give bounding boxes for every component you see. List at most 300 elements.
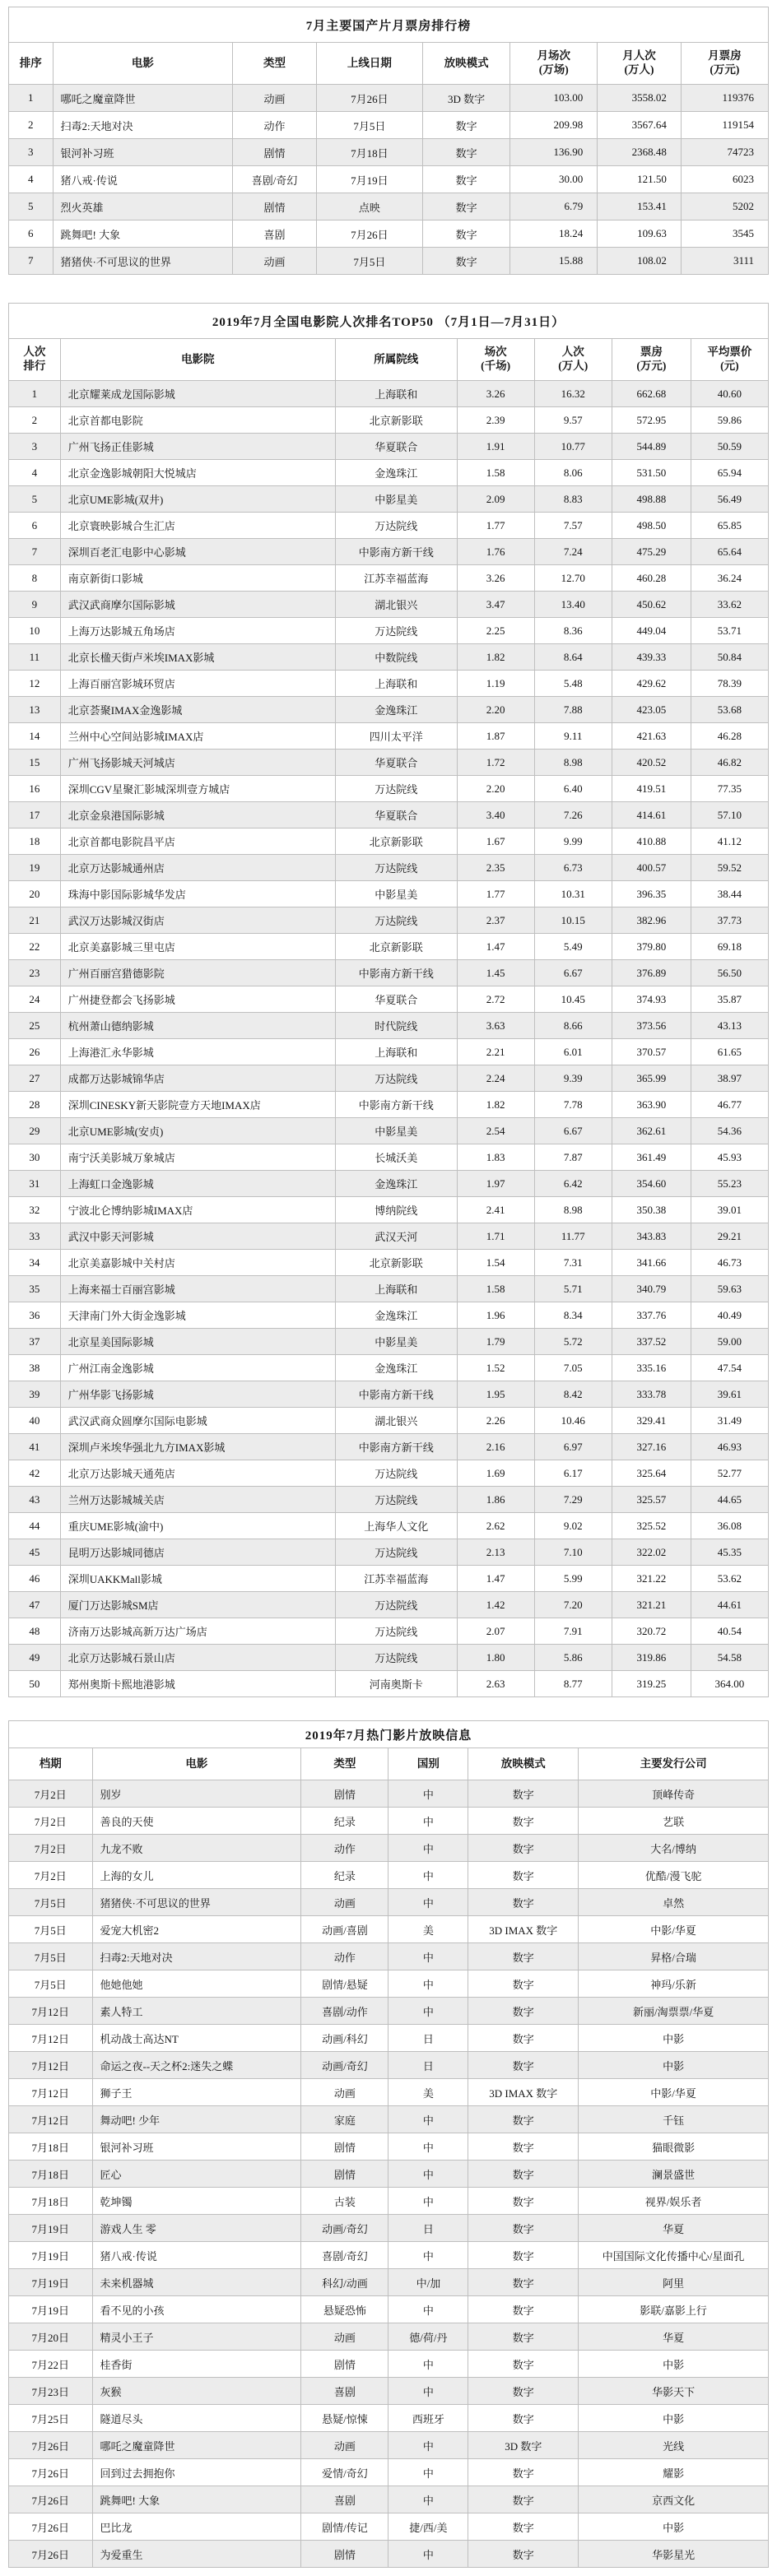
column-header: 月票房 (万元) <box>681 43 768 85</box>
release-window-cell: 7月19日 <box>9 2242 93 2269</box>
admissions-cell: 8.83 <box>534 486 612 513</box>
admissions-cell: 10.77 <box>534 434 612 460</box>
cinema-cell: 武汉中影天河影城 <box>60 1223 335 1250</box>
country-cell: 中 <box>388 1889 468 1916</box>
table-row <box>9 139 769 166</box>
table-row <box>9 1808 769 1835</box>
avg-price-cell: 47.54 <box>691 1355 768 1381</box>
cinema-cell: 广州百丽宫猎德影院 <box>60 960 335 986</box>
distributor-cell: 中影 <box>579 2052 769 2079</box>
format-cell: 数字 <box>423 112 510 139</box>
boxoffice-cell: 337.52 <box>612 1329 691 1355</box>
table-row <box>9 1889 769 1916</box>
movie-cell: 银河补习班 <box>53 139 233 166</box>
country-cell: 日 <box>388 2215 468 2242</box>
chain-cell: 江苏幸福蓝海 <box>335 1566 457 1592</box>
boxoffice-cell: 321.22 <box>612 1566 691 1592</box>
genre-cell: 科幻/动画 <box>301 2269 388 2296</box>
format-cell: 数字 <box>468 2188 579 2215</box>
column-header: 场次 (千场) <box>457 339 534 381</box>
column-header: 月场次 (万场) <box>510 43 598 85</box>
boxoffice-cell: 6023 <box>681 166 768 193</box>
format-cell: 数字 <box>423 248 510 275</box>
admissions-cell: 8.66 <box>534 1013 612 1039</box>
country-cell: 中 <box>388 1998 468 2025</box>
table-row <box>9 2052 769 2079</box>
distributor-cell: 昇格/合瑞 <box>579 1943 769 1970</box>
rank-cell: 44 <box>9 1513 61 1539</box>
release-window-cell: 7月2日 <box>9 1862 93 1889</box>
chain-cell: 中影星美 <box>335 881 457 907</box>
release-date-cell: 7月26日 <box>316 85 422 112</box>
format-cell: 3D 数字 <box>423 85 510 112</box>
hot-film-release-info-table <box>8 1720 769 2568</box>
column-header: 上线日期 <box>316 43 422 85</box>
distributor-cell: 中影/华夏 <box>579 2079 769 2106</box>
sessions-cell: 1.77 <box>457 881 534 907</box>
table-row <box>9 618 769 644</box>
release-window-cell: 7月18日 <box>9 2188 93 2215</box>
admissions-cell: 10.45 <box>534 986 612 1013</box>
format-cell: 数字 <box>468 1808 579 1835</box>
cinema-cell: 广州捷登都会飞扬影城 <box>60 986 335 1013</box>
admissions-cell: 7.24 <box>534 539 612 565</box>
boxoffice-cell: 5202 <box>681 193 768 220</box>
cinema-cell: 兰州万达影城城关店 <box>60 1487 335 1513</box>
table-row <box>9 2025 769 2052</box>
sessions-cell: 1.47 <box>457 1566 534 1592</box>
cinema-cell: 珠海中影国际影城华发店 <box>60 881 335 907</box>
country-cell: 中 <box>388 1780 468 1808</box>
chain-cell: 万达院线 <box>335 618 457 644</box>
sessions-cell: 1.58 <box>457 460 534 486</box>
chain-cell: 上海联和 <box>335 1276 457 1302</box>
admissions-cell: 8.98 <box>534 1197 612 1223</box>
cinema-cell: 郑州奥斯卡熙地港影城 <box>60 1671 335 1697</box>
chain-cell: 湖北银兴 <box>335 1408 457 1434</box>
table-row <box>9 1916 769 1943</box>
avg-price-cell: 44.61 <box>691 1592 768 1618</box>
cinema-cell: 上海虹口金逸影城 <box>60 1171 335 1197</box>
avg-price-cell: 78.39 <box>691 671 768 697</box>
format-cell: 数字 <box>468 2133 579 2161</box>
release-date-cell: 7月26日 <box>316 220 422 248</box>
release-window-cell: 7月26日 <box>9 2486 93 2513</box>
sessions-cell: 18.24 <box>510 220 598 248</box>
sessions-cell: 1.72 <box>457 750 534 776</box>
table-row <box>9 1513 769 1539</box>
sessions-cell: 1.91 <box>457 434 534 460</box>
domestic-film-box-office-table <box>8 7 769 275</box>
release-window-cell: 7月19日 <box>9 2269 93 2296</box>
boxoffice-cell: 119154 <box>681 112 768 139</box>
sessions-cell: 1.69 <box>457 1460 534 1487</box>
release-window-cell: 7月2日 <box>9 1835 93 1862</box>
boxoffice-cell: 376.89 <box>612 960 691 986</box>
admissions-cell: 7.31 <box>534 1250 612 1276</box>
rank-cell: 21 <box>9 907 61 934</box>
table-row <box>9 776 769 802</box>
sessions-cell: 1.77 <box>457 513 534 539</box>
movie-cell: 桂香街 <box>92 2351 301 2378</box>
country-cell: 西班牙 <box>388 2405 468 2432</box>
table-row <box>9 1144 769 1171</box>
admissions-cell: 7.05 <box>534 1355 612 1381</box>
country-cell: 中 <box>388 1970 468 1998</box>
distributor-cell: 华影天下 <box>579 2378 769 2405</box>
column-header: 国别 <box>388 1748 468 1780</box>
boxoffice-cell: 365.99 <box>612 1065 691 1092</box>
avg-price-cell: 38.97 <box>691 1065 768 1092</box>
rank-cell: 13 <box>9 697 61 723</box>
boxoffice-cell: 439.33 <box>612 644 691 671</box>
distributor-cell: 耀影 <box>579 2459 769 2486</box>
admissions-cell: 7.10 <box>534 1539 612 1566</box>
cinema-cell: 北京UME影城(双井) <box>60 486 335 513</box>
avg-price-cell: 65.85 <box>691 513 768 539</box>
cinema-cell: 南京新街口影城 <box>60 565 335 592</box>
format-cell: 数字 <box>468 2052 579 2079</box>
release-window-cell: 7月18日 <box>9 2133 93 2161</box>
avg-price-cell: 40.49 <box>691 1302 768 1329</box>
boxoffice-cell: 320.72 <box>612 1618 691 1645</box>
cinema-cell: 重庆UME影城(渝中) <box>60 1513 335 1539</box>
sessions-cell: 1.19 <box>457 671 534 697</box>
avg-price-cell: 46.73 <box>691 1250 768 1276</box>
table-row <box>9 2432 769 2459</box>
admissions-cell: 121.50 <box>598 166 682 193</box>
avg-price-cell: 44.65 <box>691 1487 768 1513</box>
chain-cell: 万达院线 <box>335 1592 457 1618</box>
distributor-cell: 中影 <box>579 2513 769 2541</box>
cinema-cell: 昆明万达影城同德店 <box>60 1539 335 1566</box>
chain-cell: 博纳院线 <box>335 1197 457 1223</box>
boxoffice-cell: 319.86 <box>612 1645 691 1671</box>
admissions-cell: 7.20 <box>534 1592 612 1618</box>
admissions-cell: 7.29 <box>534 1487 612 1513</box>
sessions-cell: 103.00 <box>510 85 598 112</box>
column-header: 档期 <box>9 1748 93 1780</box>
genre-cell: 喜剧/奇幻 <box>301 2242 388 2269</box>
table-title-row <box>9 1721 769 1748</box>
boxoffice-cell: 382.96 <box>612 907 691 934</box>
avg-price-cell: 77.35 <box>691 776 768 802</box>
distributor-cell: 影联/嘉影上行 <box>579 2296 769 2323</box>
table-row <box>9 1381 769 1408</box>
chain-cell: 万达院线 <box>335 513 457 539</box>
table-row <box>9 1013 769 1039</box>
table-row <box>9 723 769 750</box>
genre-cell: 悬疑恐怖 <box>301 2296 388 2323</box>
avg-price-cell: 54.36 <box>691 1118 768 1144</box>
column-header: 排序 <box>9 43 54 85</box>
movie-cell: 别岁 <box>92 1780 301 1808</box>
cinema-cell: 北京万达影城通州店 <box>60 855 335 881</box>
cinema-cell: 兰州中心空间站影城IMAX店 <box>60 723 335 750</box>
release-window-cell: 7月22日 <box>9 2351 93 2378</box>
chain-cell: 万达院线 <box>335 855 457 881</box>
release-window-cell: 7月12日 <box>9 2079 93 2106</box>
sessions-cell: 2.13 <box>457 1539 534 1566</box>
rank-cell: 12 <box>9 671 61 697</box>
genre-cell: 剧情 <box>301 2161 388 2188</box>
avg-price-cell: 39.01 <box>691 1197 768 1223</box>
table-header-row <box>9 1748 769 1780</box>
country-cell: 中 <box>388 2161 468 2188</box>
format-cell: 3D 数字 <box>468 2432 579 2459</box>
cinema-cell: 北京UME影城(安贞) <box>60 1118 335 1144</box>
movie-cell: 命运之夜--天之杯2:迷失之蝶 <box>92 2052 301 2079</box>
avg-price-cell: 29.21 <box>691 1223 768 1250</box>
rank-cell: 4 <box>9 460 61 486</box>
table-row <box>9 112 769 139</box>
rank-cell: 7 <box>9 248 54 275</box>
boxoffice-cell: 449.04 <box>612 618 691 644</box>
boxoffice-cell: 475.29 <box>612 539 691 565</box>
boxoffice-cell: 3545 <box>681 220 768 248</box>
admissions-cell: 9.39 <box>534 1065 612 1092</box>
table-row <box>9 2242 769 2269</box>
table-row <box>9 2351 769 2378</box>
sessions-cell: 1.82 <box>457 644 534 671</box>
avg-price-cell: 54.58 <box>691 1645 768 1671</box>
rank-cell: 40 <box>9 1408 61 1434</box>
avg-price-cell: 46.77 <box>691 1092 768 1118</box>
table-row <box>9 1566 769 1592</box>
country-cell: 德/荷/丹 <box>388 2323 468 2351</box>
distributor-cell: 中影 <box>579 2405 769 2432</box>
boxoffice-cell: 420.52 <box>612 750 691 776</box>
chain-cell: 长城沃美 <box>335 1144 457 1171</box>
table-row <box>9 1592 769 1618</box>
admissions-cell: 5.72 <box>534 1329 612 1355</box>
boxoffice-cell: 333.78 <box>612 1381 691 1408</box>
avg-price-cell: 45.35 <box>691 1539 768 1566</box>
avg-price-cell: 59.63 <box>691 1276 768 1302</box>
sessions-cell: 2.37 <box>457 907 534 934</box>
boxoffice-cell: 119376 <box>681 85 768 112</box>
release-date-cell: 7月5日 <box>316 112 422 139</box>
boxoffice-cell: 322.02 <box>612 1539 691 1566</box>
table-row <box>9 1329 769 1355</box>
cinema-cell: 北京星美国际影城 <box>60 1329 335 1355</box>
format-cell: 数字 <box>468 1889 579 1916</box>
sessions-cell: 1.97 <box>457 1171 534 1197</box>
admissions-cell: 6.67 <box>534 960 612 986</box>
sessions-cell: 3.47 <box>457 592 534 618</box>
country-cell: 日 <box>388 2052 468 2079</box>
genre-cell: 动作 <box>301 1943 388 1970</box>
cinema-cell: 北京长楹天街卢米埃IMAX影城 <box>60 644 335 671</box>
table-header-row <box>9 43 769 85</box>
movie-cell: 素人特工 <box>92 1998 301 2025</box>
sessions-cell: 1.58 <box>457 1276 534 1302</box>
format-cell: 数字 <box>468 2269 579 2296</box>
rank-cell: 9 <box>9 592 61 618</box>
table-row <box>9 85 769 112</box>
chain-cell: 北京新影联 <box>335 934 457 960</box>
genre-cell: 家庭 <box>301 2106 388 2133</box>
release-date-cell: 7月5日 <box>316 248 422 275</box>
column-header: 票房 (万元) <box>612 339 691 381</box>
cinema-cell: 厦门万达影城SM店 <box>60 1592 335 1618</box>
table-row <box>9 2215 769 2242</box>
rank-cell: 1 <box>9 381 61 407</box>
genre-cell: 剧情 <box>301 2351 388 2378</box>
movie-cell: 猪猪侠·不可思议的世界 <box>53 248 233 275</box>
table-row <box>9 1539 769 1566</box>
distributor-cell: 顶峰传奇 <box>579 1780 769 1808</box>
column-header: 放映模式 <box>423 43 510 85</box>
admissions-cell: 6.40 <box>534 776 612 802</box>
avg-price-cell: 37.73 <box>691 907 768 934</box>
movie-cell: 匠心 <box>92 2161 301 2188</box>
table-row <box>9 434 769 460</box>
rank-cell: 30 <box>9 1144 61 1171</box>
distributor-cell: 光线 <box>579 2432 769 2459</box>
avg-price-cell: 61.65 <box>691 1039 768 1065</box>
chain-cell: 华夏联合 <box>335 750 457 776</box>
distributor-cell: 中影 <box>579 2351 769 2378</box>
avg-price-cell: 65.94 <box>691 460 768 486</box>
format-cell: 数字 <box>468 2242 579 2269</box>
table-row <box>9 460 769 486</box>
format-cell: 数字 <box>468 1998 579 2025</box>
chain-cell: 万达院线 <box>335 907 457 934</box>
country-cell: 美 <box>388 1916 468 1943</box>
boxoffice-cell: 362.61 <box>612 1118 691 1144</box>
format-cell: 数字 <box>468 1835 579 1862</box>
rank-cell: 22 <box>9 934 61 960</box>
chain-cell: 中数院线 <box>335 644 457 671</box>
table-row <box>9 2378 769 2405</box>
admissions-cell: 109.63 <box>598 220 682 248</box>
table-row <box>9 381 769 407</box>
boxoffice-cell: 341.66 <box>612 1250 691 1276</box>
boxoffice-cell: 325.52 <box>612 1513 691 1539</box>
sessions-cell: 1.80 <box>457 1645 534 1671</box>
admissions-cell: 9.02 <box>534 1513 612 1539</box>
column-header: 人次 (万人) <box>534 339 612 381</box>
movie-cell: 游戏人生 零 <box>92 2215 301 2242</box>
admissions-cell: 6.42 <box>534 1171 612 1197</box>
cinema-cell: 广州华影飞扬影城 <box>60 1381 335 1408</box>
sessions-cell: 2.25 <box>457 618 534 644</box>
genre-cell: 古装 <box>301 2188 388 2215</box>
distributor-cell: 优酷/漫飞驼 <box>579 1862 769 1889</box>
rank-cell: 8 <box>9 565 61 592</box>
movie-cell: 舞动吧! 少年 <box>92 2106 301 2133</box>
table-row <box>9 2513 769 2541</box>
chain-cell: 时代院线 <box>335 1013 457 1039</box>
movie-cell: 哪吒之魔童降世 <box>92 2432 301 2459</box>
avg-price-cell: 45.93 <box>691 1144 768 1171</box>
format-cell: 数字 <box>468 2215 579 2242</box>
chain-cell: 湖北银兴 <box>335 592 457 618</box>
format-cell: 数字 <box>468 2351 579 2378</box>
rank-cell: 24 <box>9 986 61 1013</box>
sessions-cell: 209.98 <box>510 112 598 139</box>
sessions-cell: 2.72 <box>457 986 534 1013</box>
rank-cell: 28 <box>9 1092 61 1118</box>
admissions-cell: 8.36 <box>534 618 612 644</box>
chain-cell: 万达院线 <box>335 1487 457 1513</box>
rank-cell: 23 <box>9 960 61 986</box>
sessions-cell: 1.82 <box>457 1092 534 1118</box>
cinema-cell: 北京首都电影院昌平店 <box>60 828 335 855</box>
avg-price-cell: 36.24 <box>691 565 768 592</box>
release-window-cell: 7月12日 <box>9 2052 93 2079</box>
boxoffice-cell: 319.25 <box>612 1671 691 1697</box>
table-row <box>9 1645 769 1671</box>
table-row <box>9 1862 769 1889</box>
avg-price-cell: 40.54 <box>691 1618 768 1645</box>
genre-cell: 剧情 <box>301 2541 388 2568</box>
table-row <box>9 1671 769 1697</box>
avg-price-cell: 35.87 <box>691 986 768 1013</box>
chain-cell: 万达院线 <box>335 1065 457 1092</box>
table-row <box>9 1943 769 1970</box>
format-cell: 数字 <box>468 1862 579 1889</box>
table-row <box>9 934 769 960</box>
movie-cell: 未来机器城 <box>92 2269 301 2296</box>
sessions-cell: 2.41 <box>457 1197 534 1223</box>
column-header: 电影 <box>53 43 233 85</box>
table-row <box>9 2296 769 2323</box>
sessions-cell: 1.96 <box>457 1302 534 1329</box>
movie-cell: 猪猪侠·不可思议的世界 <box>92 1889 301 1916</box>
movie-cell: 九龙不败 <box>92 1835 301 1862</box>
release-window-cell: 7月12日 <box>9 1998 93 2025</box>
table-row <box>9 1092 769 1118</box>
boxoffice-cell: 374.93 <box>612 986 691 1013</box>
admissions-cell: 10.15 <box>534 907 612 934</box>
chain-cell: 上海华人文化 <box>335 1513 457 1539</box>
admissions-cell: 8.06 <box>534 460 612 486</box>
chain-cell: 金逸珠江 <box>335 1355 457 1381</box>
rank-cell: 2 <box>9 112 54 139</box>
release-window-cell: 7月25日 <box>9 2405 93 2432</box>
boxoffice-cell: 343.83 <box>612 1223 691 1250</box>
chain-cell: 上海联和 <box>335 1039 457 1065</box>
table-row <box>9 2323 769 2351</box>
cinema-cell: 北京美嘉影城中关村店 <box>60 1250 335 1276</box>
sessions-cell: 3.40 <box>457 802 534 828</box>
boxoffice-cell: 429.62 <box>612 671 691 697</box>
sessions-cell: 1.95 <box>457 1381 534 1408</box>
avg-price-cell: 55.23 <box>691 1171 768 1197</box>
table-row <box>9 644 769 671</box>
sessions-cell: 1.47 <box>457 934 534 960</box>
format-cell: 数字 <box>468 2378 579 2405</box>
avg-price-cell: 65.64 <box>691 539 768 565</box>
genre-cell: 悬疑/惊悚 <box>301 2405 388 2432</box>
column-header: 电影 <box>92 1748 301 1780</box>
boxoffice-cell: 325.57 <box>612 1487 691 1513</box>
release-window-cell: 7月18日 <box>9 2161 93 2188</box>
boxoffice-cell: 414.61 <box>612 802 691 828</box>
table-row <box>9 960 769 986</box>
admissions-cell: 8.64 <box>534 644 612 671</box>
chain-cell: 四川太平洋 <box>335 723 457 750</box>
chain-cell: 江苏幸福蓝海 <box>335 565 457 592</box>
rank-cell: 26 <box>9 1039 61 1065</box>
cinema-cell: 北京美嘉影城三里屯店 <box>60 934 335 960</box>
avg-price-cell: 52.77 <box>691 1460 768 1487</box>
release-window-cell: 7月5日 <box>9 1970 93 1998</box>
sessions-cell: 2.20 <box>457 697 534 723</box>
admissions-cell: 7.78 <box>534 1092 612 1118</box>
